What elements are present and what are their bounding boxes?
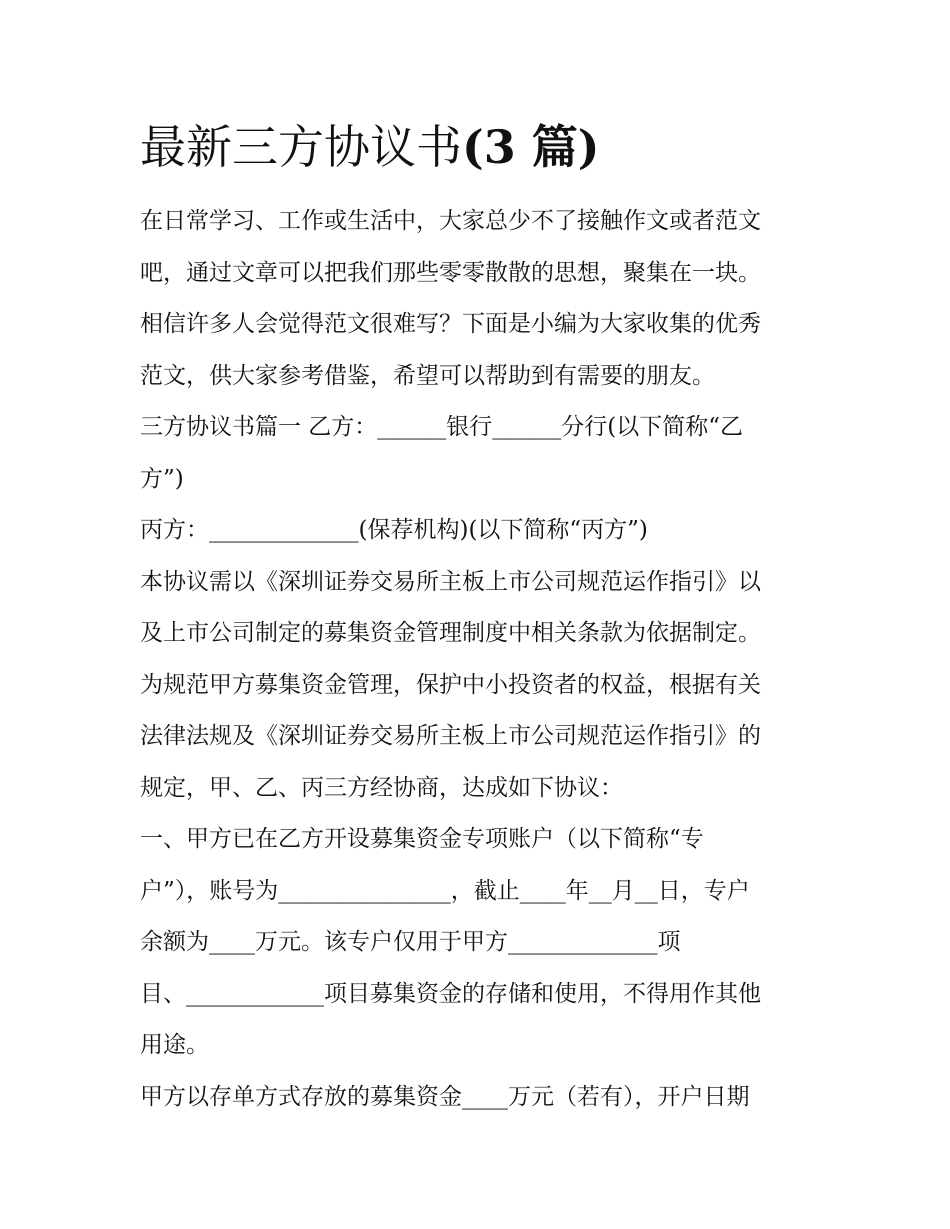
document-title	[140, 112, 600, 182]
body-line: 规定，甲、乙、丙三方经协商，达成如下协议：	[140, 774, 623, 801]
body-line: 余额为____万元。该专户仅用于甲方_____________项	[140, 929, 681, 955]
body-line: 相信许多人会觉得范文很难写？下面是小编为大家收集的优秀	[140, 311, 761, 337]
body-line: 法律法规及《深圳证券交易所主板上市公司规范运作指引》的	[140, 723, 761, 749]
body-line: 吧，通过文章可以把我们那些零零散散的思想，聚集在一块。	[140, 259, 761, 286]
document-body	[140, 196, 815, 1123]
body-line: 一、甲方已在乙方开设募集资金专项账户（以下简称“专	[140, 826, 704, 852]
document-title-count: (3 篇)	[462, 120, 600, 174]
body-line: 甲方以存单方式存放的募集资金____万元（若有），开户日期	[140, 1083, 750, 1110]
body-line: 丙方：_____________(保荐机构)(以下简称“丙方”)	[140, 517, 648, 543]
document-title-main: 最新三方协议书	[140, 120, 462, 174]
body-line: 目、____________项目募集资金的存储和使用，不得用作其他	[140, 980, 761, 1007]
body-line: 为规范甲方募集资金管理，保护中小投资者的权益，根据有关	[140, 671, 761, 698]
body-line: 在日常学习、工作或生活中，大家总少不了接触作文或者范文	[140, 208, 761, 234]
body-line: 及上市公司制定的募集资金管理制度中相关条款为依据制定。	[140, 620, 761, 646]
body-line: 方”)	[140, 465, 184, 492]
body-line: 范文，供大家参考借鉴，希望可以帮助到有需要的朋友。	[140, 362, 715, 389]
body-line: 用途。	[140, 1032, 209, 1058]
body-line: 户”），账号为_______________，截止____年__月__日，专户	[140, 877, 750, 904]
body-line: 本协议需以《深圳证券交易所主板上市公司规范运作指引》以	[140, 568, 761, 595]
body-line: 三方协议书篇一 乙方：______银行______分行(以下简称“乙	[140, 414, 744, 440]
